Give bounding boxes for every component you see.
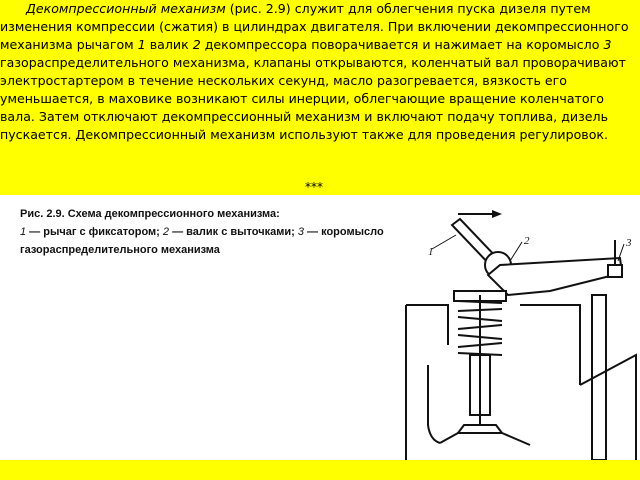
term-decompression-mechanism: Декомпрессионный механизм [26,1,226,16]
arrow-head [492,210,502,218]
legend-text-1: — рычаг с фиксатором; [26,226,163,238]
leader-line-2 [510,242,522,261]
ref-number-2: 2 [192,37,201,52]
figure-panel [0,195,640,460]
paragraph-text-2: валик [145,37,193,52]
legend-number-1: 1 [20,226,27,238]
paragraph-text-3: декомпрессора поворачивается и нажимает на коромысло [200,37,604,52]
decompression-mechanism-drawing [400,195,640,460]
figure-caption-title: Рис. 2.9. Схема декомпрессионного механизма: [20,208,280,220]
adjusting-nut [608,265,622,277]
paragraph-text-4: газораспределительного механизма, клапаны открываются, коленчатый вал проворачивают электростартером в течение нескольких секунд, масло разогревается, вязкость его уменьшается, в маховике возникают силы инерции, облегчающие вращение коленчатого вала. Затем отключают декомпрессионный механизм и включают подачу топлива, дизель пускается. Декомпрессионный механизм используют также для проведения регулировок. [0,55,626,142]
rocker-arm [488,258,622,295]
valve-head [458,425,502,433]
figure-caption-legend [20,223,420,259]
head-wall [428,365,440,443]
drawing-label-3: 3 [626,237,632,249]
legend-number-3: 3 [297,226,304,238]
body-paragraph [0,0,636,144]
drawing-label-1: 1 [428,246,434,258]
section-separator: *** [305,180,323,194]
paragraph-text-1: (рис. 2.9) служит для облегчения пуска дизеля путем изменения компрессии (сжатия) в цилиндрах двигателя. При включении декомпрессионного механизма рычагом [0,1,629,52]
legend-number-2: 2 [162,226,170,238]
drawing-label-2: 2 [524,235,530,247]
ref-number-1: 1 [137,37,146,52]
valve-seat [440,433,530,445]
legend-text-3: — коромысло газораспределительного механизма [20,226,384,256]
ref-number-3: 3 [603,37,612,52]
figure-caption [20,205,420,259]
leader-line-1 [432,235,456,249]
legend-text-2: — валик с выточками; [169,226,298,238]
